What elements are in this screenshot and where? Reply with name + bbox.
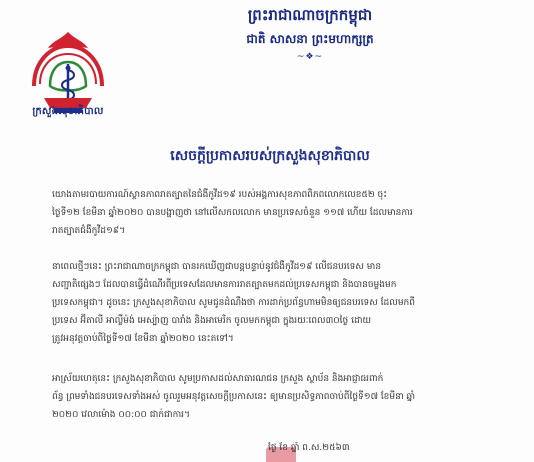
document-title: សេចក្តីប្រកាសរបស់ក្រសួងសុខាភិបាល [170, 148, 370, 164]
paragraph-line: រាតត្បាតជំងឺកូវីដ១៩។ [52, 226, 126, 236]
paragraph-line: នាពេលថ្មីៗនេះ ព្រះរាជាណាចក្រកម្ពុជា បានរកឃើញជាបន្តបន្ទាប់នូវជំងឺកូវីដ១៩ លើជនបរទេស មាន [52, 262, 382, 272]
paragraph-line: សញ្ជាតិផ្សេងៗ ដែលបានធ្វើដំណើរពីប្រទេសដែលមានការរាតត្បាតមកដល់ប្រទេសកម្ពុជា និងបានចម្លងមក [52, 280, 397, 290]
paragraph-line: ប្រទេស អ៊ីតាលី អាល្លឺម៉ង់ អេស្ប៉ាញ បារាំង និងអាមេរិក ចូលមកកម្ពុជា ក្នុងរយៈពេល៣០ថ្ងៃ ដោយ [52, 316, 372, 326]
paragraph-line: អាស្រ័យហេតុនេះ ក្រសួងសុខាភិបាល សូមប្រកាសដល់សាធារណជន ក្រសួង ស្ថាប័ន និងអាជ្ញាធរពាក់ [52, 374, 384, 384]
paragraph-2 [52, 258, 492, 348]
paragraph-line: យោងតាមរបាយការណ៍ស្ថានភាពរាតត្បាតនៃជំងឺកូវីដ១៩ របស់អង្គការសុខភាពពិភពលោកលេខ៥២ ចុះ [52, 190, 388, 200]
paragraph-line: ព័ន្ធ ព្រមទាំងជនបរទេសទាំងអស់ ចូលរួមអនុវត្តសេចក្តីប្រកាសនេះ ឲ្យមានប្រសិទ្ធភាពចាប់ពីថ្ងៃទី១៧ ខែមីនា ឆ្នាំ [52, 392, 416, 402]
paragraph-line: ២០២០ វេលាម៉ោង ០០:០០ ជាក់ជាការ។ [52, 410, 190, 420]
paragraph-3 [52, 370, 492, 424]
kingdom-heading: ព្រះរាជាណាចក្រកម្ពុជា [247, 6, 373, 24]
national-motto: ជាតិ សាសនា ព្រះមហាក្សត្រ [246, 32, 374, 46]
paragraph-line: ថ្ងៃទី១២ ខែមីនា ឆ្នាំ២០២០ បានបង្ហាញថា នៅលើសកលលោក មានប្រទេសចំនួន ១១៧ ហើយ ដែលមានការ [52, 208, 413, 218]
issue-date-line: ថ្ងៃ ខែ ឆ្នាំ ព.ស.២៥៦៣ [268, 443, 350, 453]
paragraph-line: ប្រទេសកម្ពុជា។ ដូចនេះ ក្រសួងសុខាភិបាល សូមជូនដំណឹងថា ការដាក់ប្រព័ន្ធហាមមិនឲ្យជនបរទេស ដែលមកពី [52, 298, 415, 308]
paragraph-line: ត្រូវអនុវត្តចាប់ពីថ្ងៃទី១៧ ខែមីនា ឆ្នាំ២០២០ នេះតទៅ។ [52, 334, 234, 344]
header-ornament: ~❖~ [296, 52, 324, 62]
paragraph-1 [52, 186, 492, 240]
ministry-name-label: ក្រសួងសុខាភិបាល [32, 106, 104, 117]
